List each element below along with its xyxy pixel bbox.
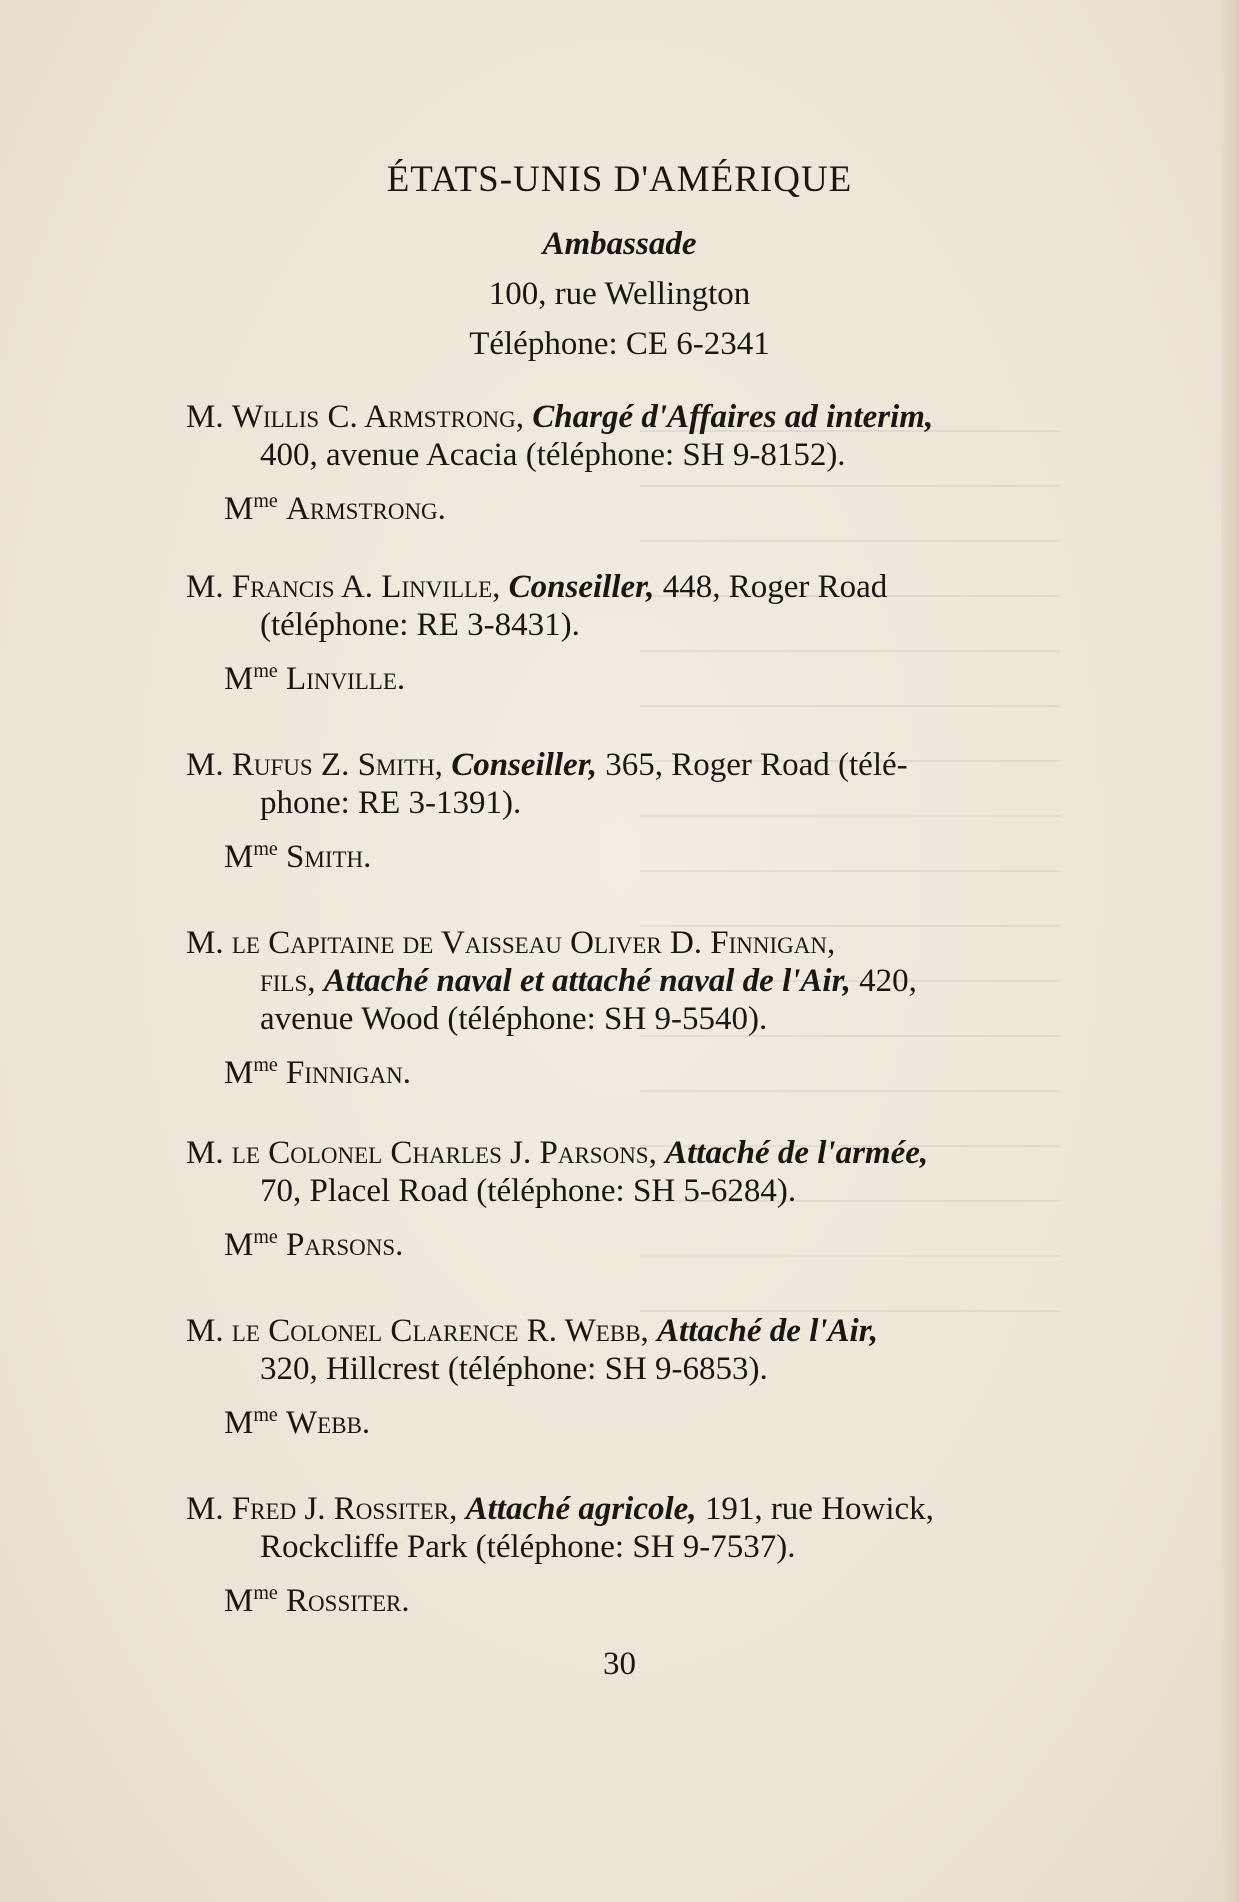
entry-address: avenue Wood (téléphone: SH 9-5540). xyxy=(260,1001,768,1037)
spouse-prefix: M xyxy=(224,661,254,697)
section-subtitle: Ambassade xyxy=(542,226,697,262)
spouse-name: Rossiter. xyxy=(286,1583,410,1619)
entry-webb xyxy=(186,1312,1096,1442)
entry-line xyxy=(186,1312,1096,1350)
entry-address: 400, avenue Acacia (téléphone: SH 9-8152). xyxy=(260,437,846,473)
embassy-telephone: Téléphone: CE 6-2341 xyxy=(469,326,770,362)
spouse-sup: me xyxy=(253,660,278,682)
entry-prefix: M. xyxy=(186,925,224,961)
entry-line xyxy=(186,924,1096,962)
spouse-name: Armstrong. xyxy=(286,491,446,527)
entry-spouse xyxy=(186,1218,1096,1264)
entry-address-start: 448, Roger Road xyxy=(662,569,888,605)
entry-line xyxy=(186,398,1096,436)
entry-spouse xyxy=(186,1396,1096,1442)
entry-address-start: 365, Roger Road (télé- xyxy=(605,747,908,783)
spouse-prefix: M xyxy=(224,1583,254,1619)
entry-name: le Colonel Charles J. Parsons, xyxy=(231,1135,657,1171)
entry-linville xyxy=(186,568,1096,698)
spouse-prefix: M xyxy=(224,839,254,875)
embassy-address: 100, rue Wellington xyxy=(488,276,751,312)
entry-address: (téléphone: RE 3-8431). xyxy=(260,607,580,643)
entry-finnigan xyxy=(186,924,1096,1092)
entry-prefix: M. xyxy=(186,399,224,435)
entry-title: Attaché de l'armée, xyxy=(665,1135,929,1171)
entry-address: 70, Placel Road (téléphone: SH 5-6284). xyxy=(260,1173,797,1209)
entry-name: Willis C. Armstrong, xyxy=(231,399,525,435)
entry-prefix: M. xyxy=(186,747,224,783)
spouse-name: Linville. xyxy=(286,661,406,697)
spouse-name: Webb. xyxy=(286,1405,371,1441)
spouse-sup: me xyxy=(253,1582,278,1604)
entry-rossiter xyxy=(186,1490,1096,1620)
page-number: 30 xyxy=(603,1646,636,1682)
spouse-sup: me xyxy=(253,1226,278,1248)
entry-line-2 xyxy=(186,962,1096,1000)
entry-title: Attaché agricole, xyxy=(465,1491,697,1527)
spouse-prefix: M xyxy=(224,491,254,527)
spouse-prefix: M xyxy=(224,1055,254,1091)
spouse-sup: me xyxy=(253,838,278,860)
entry-title: Attaché de l'Air, xyxy=(657,1313,878,1349)
entry-prefix: M. xyxy=(186,1491,224,1527)
spouse-name: Smith. xyxy=(286,839,372,875)
spouse-sup: me xyxy=(253,490,278,512)
entry-address: 320, Hillcrest (téléphone: SH 9-6853). xyxy=(260,1351,768,1387)
entry-address: phone: RE 3-1391). xyxy=(260,785,522,821)
entry-address-start: 191, rue Howick, xyxy=(704,1491,934,1527)
entry-address-start: 420, xyxy=(859,963,917,999)
entry-line xyxy=(186,1134,1096,1172)
entry-name: le Colonel Clarence R. Webb, xyxy=(231,1313,649,1349)
entry-name: Rufus Z. Smith, xyxy=(231,747,443,783)
entry-line xyxy=(186,746,1096,784)
entry-title: Conseiller, xyxy=(451,747,597,783)
spouse-sup: me xyxy=(253,1404,278,1426)
entry-spouse xyxy=(186,1046,1096,1092)
spouse-sup: me xyxy=(253,1054,278,1076)
page-title: ÉTATS-UNIS D'AMÉRIQUE xyxy=(386,159,853,200)
entry-prefix: M. xyxy=(186,1135,224,1171)
spouse-prefix: M xyxy=(224,1405,254,1441)
entry-prefix: M. xyxy=(186,1313,224,1349)
entry-spouse xyxy=(186,1574,1096,1620)
entry-line xyxy=(186,568,1096,606)
entry-name-suffix: fils, xyxy=(260,963,316,999)
entry-parsons xyxy=(186,1134,1096,1264)
entry-spouse xyxy=(186,482,1096,528)
spouse-prefix: M xyxy=(224,1227,254,1263)
entry-name: Fred J. Rossiter, xyxy=(231,1491,458,1527)
entry-armstrong xyxy=(186,398,1096,528)
entry-name: Francis A. Linville, xyxy=(231,569,501,605)
entry-smith xyxy=(186,746,1096,876)
entry-spouse xyxy=(186,830,1096,876)
entry-line xyxy=(186,1490,1096,1528)
entry-title: Attaché naval et attaché naval de l'Air, xyxy=(323,963,851,999)
entry-title: Conseiller, xyxy=(508,569,655,605)
entry-title: Chargé d'Affaires ad interim, xyxy=(532,399,934,435)
entry-prefix: M. xyxy=(186,569,224,605)
entry-name: le Capitaine de Vaisseau Oliver D. Finnigan, xyxy=(231,925,836,961)
entry-spouse xyxy=(186,652,1096,698)
spouse-name: Parsons. xyxy=(286,1227,404,1263)
entry-address: Rockcliffe Park (téléphone: SH 9-7537). xyxy=(260,1529,796,1565)
spouse-name: Finnigan. xyxy=(286,1055,412,1091)
